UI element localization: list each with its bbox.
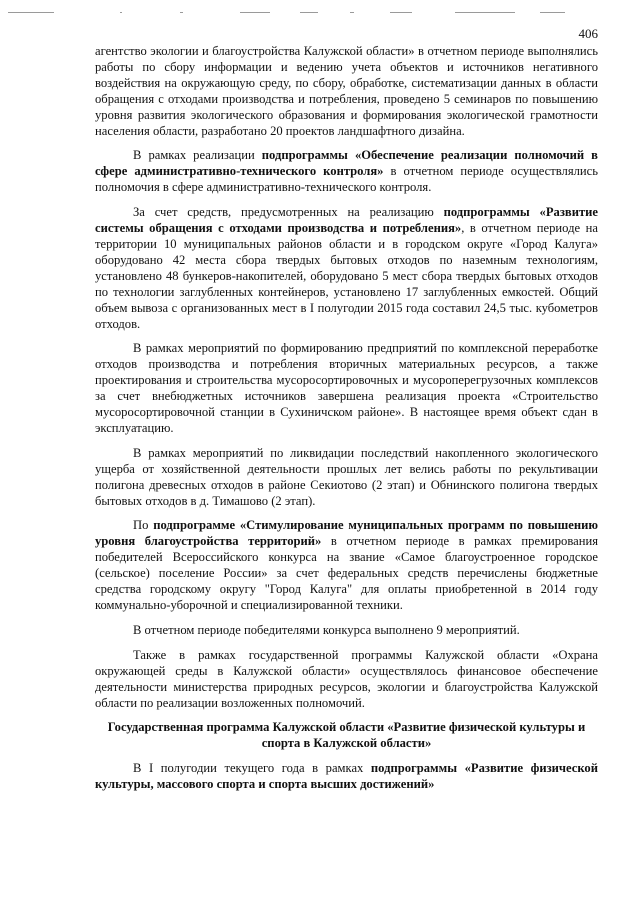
bold-text: подпрограмме «Стимулирование муниципальных программ по повышению уровня благоустройства территорий» bbox=[95, 518, 599, 549]
text-run: В рамках мероприятий по формированию предприятий по комплексной переработке отходов производства и потребления вторичных материальных ресурсов, а также проектирования и строительства мусоросортировочных и мусороперегрузочных комплексов за счет внебюджетных источников завершена реализация проекта «Строительство мусоросортировочной станции в Сухиничском районе». В настоящее время объект сдан в эксплуатацию. bbox=[95, 341, 598, 435]
text-run: в отчетном периоде осуществлялись полномочия в сфере административно-технического контроля. bbox=[95, 164, 598, 195]
text-run: За счет средств, предусмотренных на реализацию bbox=[133, 205, 444, 220]
text-run: В рамках реализации bbox=[133, 148, 262, 163]
text-run: агентство экологии и благоустройства Калужской области» в отчетном периоде выполнялись работы по сбору информации и ведению учета объектов и источников негативного воздействия на окружающую среду, по сбору, обработке, систематизации данных в области обращения с отходами производства и потребления, проведено 5 семинаров по повышению уровня развития экологического образования и формирования экологической грамотности населения области, разработано 20 проектов ландшафтного дизайна. bbox=[95, 44, 598, 138]
paragraph bbox=[95, 205, 598, 332]
text-run: В I полугодии текущего года в рамках bbox=[133, 761, 371, 776]
paragraph bbox=[95, 148, 598, 196]
paragraph bbox=[95, 341, 598, 436]
text-run: В рамках мероприятий по ликвидации последствий накопленного экологического ущерба от хозяйственной деятельности прошлых лет велись работы по рекультивации полигона древесных отходов в районе Секиотово (2 этап) и Обнинского полигона твердых бытовых отходов в д. Тимашово (2 этап). bbox=[95, 445, 598, 508]
text-run: По bbox=[133, 518, 154, 533]
bold-text: подпрограммы «Развитие системы обращения с отходами производства и потребления» bbox=[95, 205, 598, 236]
bold-text: Государственная программа Калужской области «Развитие физической культуры и спорта в Калужской области» bbox=[107, 720, 586, 751]
bold-text: подпрограммы «Развитие физической культуры, массового спорта и спорта высших достижений» bbox=[95, 761, 598, 792]
page-number: 406 bbox=[578, 26, 598, 41]
section-heading bbox=[95, 720, 598, 752]
paragraph bbox=[95, 446, 598, 510]
paragraph bbox=[95, 44, 598, 139]
paragraph bbox=[95, 518, 598, 613]
scan-edge-artifact bbox=[0, 0, 640, 14]
paragraph bbox=[95, 623, 598, 639]
text-run: , в отчетном периоде на территории 10 муниципальных районов области и в городском округе «Город Калуга» оборудовано 42 места сбора твердых бытовых отходов по наземным технологиям, установлено 48 бункеров-накопителей, оборудовано 5 мест сбора твердых бытовых отходов по технологии заглубленных контейнеров, установлено 17 заглубленных емкостей. Общий объем вывоза с организованных мест в I полугодии 2015 года составил 24,5 тыс. кубометров отходов. bbox=[95, 221, 598, 331]
text-run: В отчетном периоде победителями конкурса выполнено 9 мероприятий. bbox=[133, 622, 520, 637]
paragraph bbox=[95, 761, 598, 793]
paragraph bbox=[95, 648, 598, 712]
text-run: Также в рамках государственной программы Калужской области «Охрана окружающей среды в Калужской области» осуществлялось финансовое обеспечение деятельности министерства природных ресурсов, экологии и благоустройства Калужской области по реализации возложенных полномочий. bbox=[95, 647, 598, 710]
bold-text: подпрограммы «Обеспечение реализации полномочий в сфере административно-технического контроля» bbox=[95, 148, 598, 179]
text-run: в отчетном периоде в рамках премирования победителей Всероссийского конкурса на звание «Самое благоустроенное городское (сельское) поселение России» за счет федеральных средств перечислены бюджетные средства городскому округу "Город Калуга" для оплаты приобретенной в 2014 году коммунально-уборочной и специализированной техники. bbox=[95, 534, 598, 612]
document-body bbox=[95, 44, 598, 793]
